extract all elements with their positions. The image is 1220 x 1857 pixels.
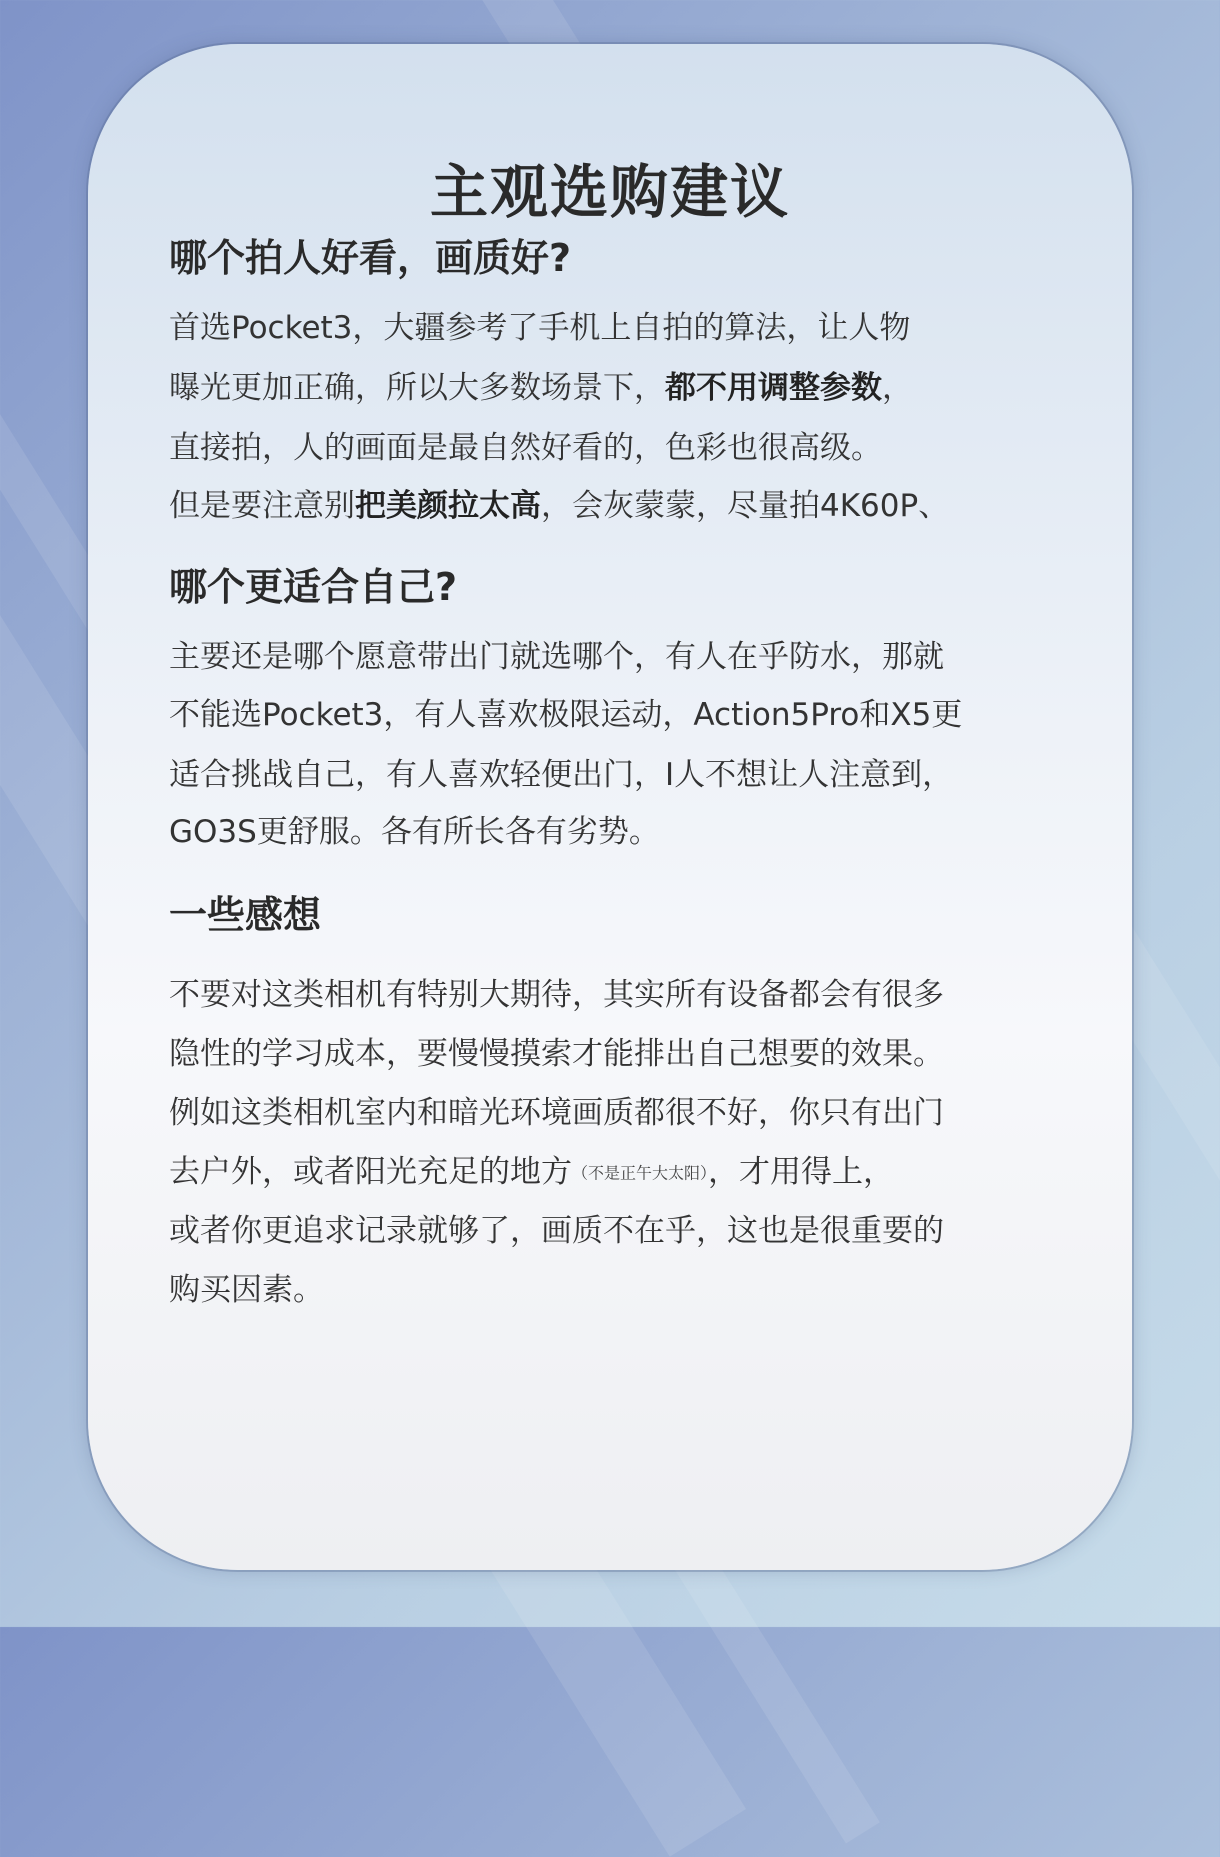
line-text: 但是要注意别 xyxy=(169,488,355,524)
paragraph-line: 直接拍，人的画面是最自然好看的，色彩也很高级。 xyxy=(169,430,882,466)
paragraph-line: 购买因素。 xyxy=(169,1272,324,1308)
paragraph-line: 隐性的学习成本，要慢慢摸索才能排出自己想要的效果。 xyxy=(169,1036,944,1072)
emphasis-text: 都不用调整参数 xyxy=(665,370,882,406)
line-text: 曝光更加正确，所以大多数场景下， xyxy=(169,370,665,406)
line-text: ，会灰蒙蒙，尽量拍4K60P、 xyxy=(541,488,950,524)
paragraph-line: 不能选Pocket3，有人喜欢极限运动，Action5Pro和X5更 xyxy=(169,697,963,733)
annotation-text: （不是正午大太阳） xyxy=(572,1163,709,1183)
page-title: 主观选购建议 xyxy=(429,158,790,226)
section-heading: 一些感想 xyxy=(169,893,322,937)
line-text: ，才用得上， xyxy=(708,1154,895,1190)
paragraph-line: 首选Pocket3，大疆参考了手机上自拍的算法，让人物 xyxy=(169,310,911,346)
paragraph-line xyxy=(169,366,913,410)
paragraph-line: 适合挑战自己，有人喜欢轻便出门，I人不想让人注意到， xyxy=(169,757,954,793)
line-text: ， xyxy=(882,370,913,406)
section-heading: 哪个拍人好看，画质好? xyxy=(169,236,572,280)
paragraph-line: GO3S更舒服。各有所长各有劣势。 xyxy=(169,814,660,850)
paragraph-line: 主要还是哪个愿意带出门就选哪个，有人在乎防水，那就 xyxy=(169,639,944,675)
paragraph-line xyxy=(169,484,949,528)
paragraph-line: 或者你更追求记录就够了，画质不在乎，这也是很重要的 xyxy=(169,1213,944,1249)
paragraph-line: 不要对这类相机有特别大期待，其实所有设备都会有很多 xyxy=(169,977,944,1013)
content-card xyxy=(88,44,1132,1570)
paragraph-line: 例如这类相机室内和暗光环境画质都很不好，你只有出门 xyxy=(169,1095,944,1131)
paragraph-line xyxy=(169,1150,894,1196)
section-heading: 哪个更适合自己? xyxy=(169,565,458,609)
line-text: 去户外，或者阳光充足的地方 xyxy=(169,1154,572,1190)
emphasis-text: 把美颜拉太高 xyxy=(355,488,541,524)
